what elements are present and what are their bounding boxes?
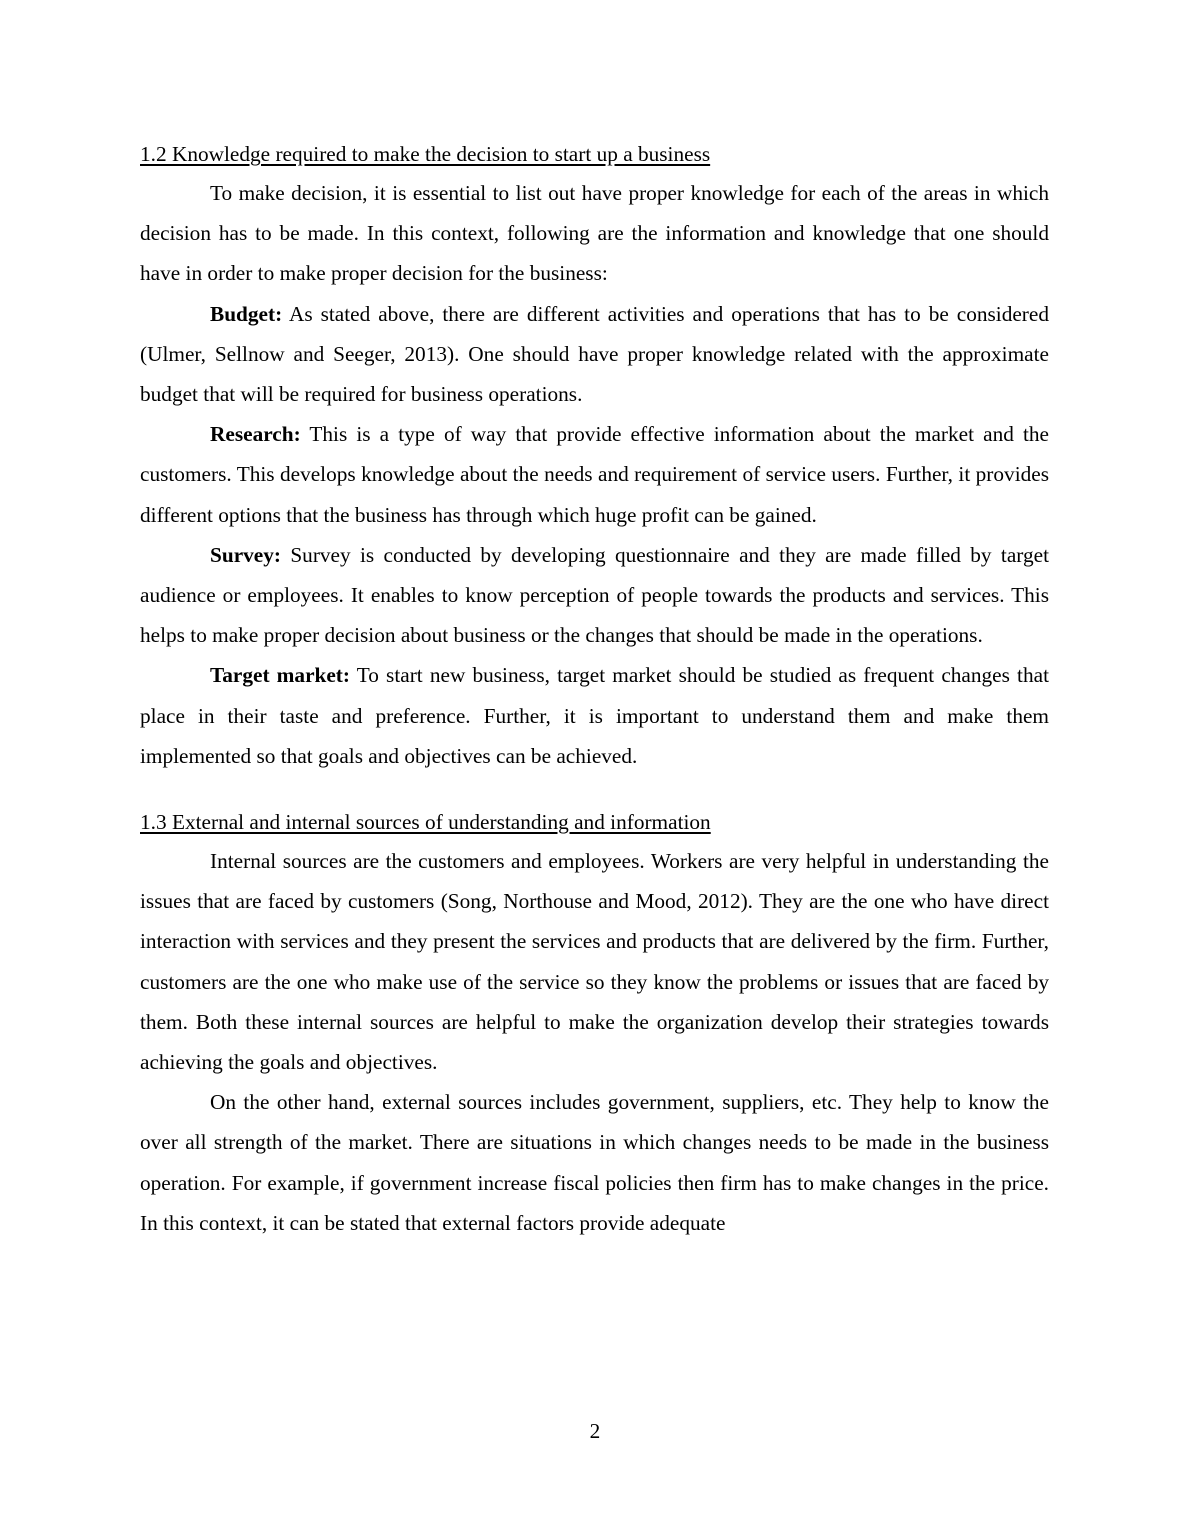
budget-text: As stated above, there are different activities and operations that has to be considered (Ulmer, Sellnow and Seeger, 2013). One should have proper knowledge related with the approximate budget that will be required for business operations. <box>140 301 1049 407</box>
research-term: Research: <box>210 422 301 447</box>
budget-term: Budget: <box>210 301 283 326</box>
document-page <box>140 138 1049 1243</box>
target-market-term: Target market: <box>210 663 350 688</box>
page-number: 2 <box>589 1419 601 1443</box>
section-heading-1-2: 1.2 Knowledge required to make the decision to start up a business <box>140 142 711 166</box>
survey-paragraph <box>140 535 1049 656</box>
target-market-text: To start new business, target market should be studied as frequent changes that place in their taste and preference. Further, it is important to understand them and make them implemented so that goals and objectives can be achieved. <box>140 663 1049 768</box>
research-text: This is a type of way that provide effective information about the market and the customers. This develops knowledge about the needs and requirement of service users. Further, it provides different options that the business has through which huge profit can be gained. <box>140 422 1049 527</box>
section-heading-1-3: 1.3 External and internal sources of understanding and information <box>140 810 711 835</box>
budget-paragraph <box>140 294 1049 415</box>
intro-paragraph: To make decision, it is essential to list out have proper knowledge for each of the areas in which decision has to be made. In this context, following are the information and knowledge that one should have in order to make proper decision for the business: <box>140 181 1049 286</box>
survey-text: Survey is conducted by developing questionnaire and they are made filled by target audience or employees. It enables to know perception of people towards the products and services. This helps to make proper decision about business or the changes that should be made in the operations. <box>140 542 1049 648</box>
target-market-paragraph <box>140 655 1049 776</box>
external-sources-paragraph: On the other hand, external sources includes government, suppliers, etc. They help to know the over all strength of the market. There are situations in which changes needs to be made in the business operation. For example, if government increase fiscal policies then firm has to make changes in the price. In this context, it can be stated that external factors provide adequate <box>140 1090 1049 1235</box>
research-paragraph <box>140 414 1049 535</box>
internal-sources-paragraph: Internal sources are the customers and employees. Workers are very helpful in understanding the issues that are faced by customers (Song, Northouse and Mood, 2012). They are the one who have direct interaction with services and they present the services and products that are delivered by the firm. Further, customers are the one who make use of the service so they know the problems or issues that are faced by them. Both these internal sources are helpful to make the organization develop their strategies towards achieving the goals and objectives. <box>140 849 1049 1075</box>
survey-term: Survey: <box>210 542 281 567</box>
